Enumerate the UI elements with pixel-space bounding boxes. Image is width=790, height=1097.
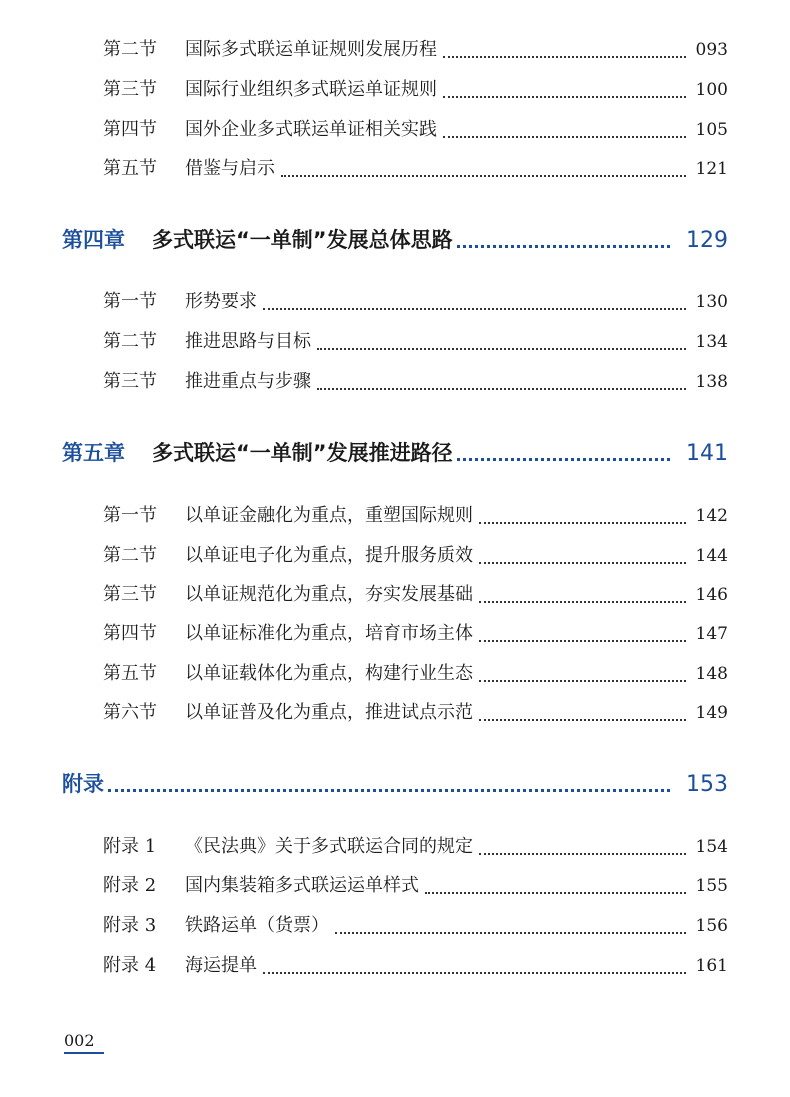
toc-entry-page-number: 148 bbox=[695, 664, 728, 684]
toc-dot-leader bbox=[335, 932, 686, 934]
toc-entry-title: 国际多式联运单证规则发展历程 bbox=[185, 39, 437, 60]
toc-section-entry[interactable] bbox=[103, 621, 728, 647]
toc-section-entry[interactable] bbox=[103, 156, 728, 182]
toc-entry-title: 借鉴与启示 bbox=[185, 158, 275, 179]
toc-entry-label: 第三节 bbox=[103, 584, 157, 605]
toc-entry-title: 海运提单 bbox=[185, 955, 257, 976]
toc-entry-page-number: 141 bbox=[686, 441, 728, 466]
toc-entry-page-number: 149 bbox=[695, 703, 728, 723]
toc-entry-page-number: 153 bbox=[686, 772, 728, 797]
toc-section-entry[interactable] bbox=[103, 289, 728, 315]
toc-chapter-entry[interactable] bbox=[62, 769, 728, 799]
toc-entry-label: 第五节 bbox=[103, 158, 157, 179]
toc-dot-leader bbox=[443, 136, 686, 138]
toc-entry-title: 以单证电子化为重点，提升服务质效 bbox=[185, 545, 473, 566]
toc-entry-title: 以单证标准化为重点，培育市场主体 bbox=[185, 623, 473, 644]
toc-dot-leader bbox=[425, 892, 686, 894]
toc-dot-leader bbox=[479, 853, 686, 855]
toc-entry-title: 多式联运“一单制”发展总体思路 bbox=[152, 228, 453, 252]
toc-dot-leader bbox=[457, 458, 670, 461]
toc-entry-page-number: 161 bbox=[695, 956, 728, 976]
toc-entry-page-number: 105 bbox=[695, 120, 728, 140]
toc-entry-label: 附录 4 bbox=[103, 955, 157, 976]
toc-entry-page-number: 142 bbox=[695, 506, 728, 526]
toc-dot-leader bbox=[443, 96, 686, 98]
toc-entry-page-number: 100 bbox=[695, 80, 728, 100]
toc-entry-label: 第六节 bbox=[103, 702, 157, 723]
toc-entry-page-number: 093 bbox=[695, 40, 728, 60]
toc-entry-page-number: 134 bbox=[695, 332, 728, 352]
toc-dot-leader bbox=[317, 348, 686, 350]
toc-dot-leader bbox=[263, 308, 686, 310]
toc-entry-label: 附录 bbox=[62, 772, 104, 796]
toc-chapter-entry[interactable] bbox=[62, 438, 728, 468]
toc-section-entry[interactable] bbox=[103, 661, 728, 687]
toc-entry-label: 附录 2 bbox=[103, 875, 157, 896]
toc-entry-title: 铁路运单（货票） bbox=[185, 915, 329, 936]
toc-entry-title: 推进重点与步骤 bbox=[185, 371, 311, 392]
toc-section-entry[interactable] bbox=[103, 117, 728, 143]
toc-section-entry[interactable] bbox=[103, 503, 728, 529]
toc-entry-label: 第二节 bbox=[103, 39, 157, 60]
toc-entry-page-number: 138 bbox=[695, 372, 728, 392]
toc-entry-label: 附录 3 bbox=[103, 915, 157, 936]
toc-appendix-entry[interactable] bbox=[103, 913, 728, 939]
toc-entry-page-number: 147 bbox=[695, 624, 728, 644]
toc-entry-title: 多式联运“一单制”发展推进路径 bbox=[152, 441, 453, 465]
toc-section-entry[interactable] bbox=[103, 582, 728, 608]
toc-section-entry[interactable] bbox=[103, 543, 728, 569]
toc-section-entry[interactable] bbox=[103, 77, 728, 103]
toc-entry-page-number: 146 bbox=[695, 585, 728, 605]
toc-dot-leader bbox=[317, 388, 686, 390]
toc-entry-page-number: 121 bbox=[695, 159, 728, 179]
toc-entry-page-number: 144 bbox=[695, 546, 728, 566]
toc-section-entry[interactable] bbox=[103, 700, 728, 726]
toc-entry-title: 以单证规范化为重点，夯实发展基础 bbox=[185, 584, 473, 605]
toc-entry-label: 第五章 bbox=[62, 441, 125, 465]
toc-appendix-entry[interactable] bbox=[103, 953, 728, 979]
toc-entry-title: 形势要求 bbox=[185, 291, 257, 312]
toc-entry-title: 以单证普及化为重点，推进试点示范 bbox=[185, 702, 473, 723]
toc-entry-label: 附录 1 bbox=[103, 836, 157, 857]
toc-entry-label: 第一节 bbox=[103, 505, 157, 526]
toc-dot-leader bbox=[479, 522, 686, 524]
toc-entry-page-number: 155 bbox=[695, 876, 728, 896]
page-number: 002 bbox=[64, 1031, 95, 1050]
toc-entry-label: 第三节 bbox=[103, 79, 157, 100]
toc-appendix-entry[interactable] bbox=[103, 873, 728, 899]
toc-section-entry[interactable] bbox=[103, 369, 728, 395]
toc-entry-label: 第一节 bbox=[103, 291, 157, 312]
toc-dot-leader bbox=[479, 562, 686, 564]
toc-entry-title: 推进思路与目标 bbox=[185, 331, 311, 352]
toc-entry-title: 国内集装箱多式联运运单样式 bbox=[185, 875, 419, 896]
toc-dot-leader bbox=[263, 972, 686, 974]
toc-entry-page-number: 129 bbox=[686, 228, 728, 253]
toc-dot-leader bbox=[281, 175, 686, 177]
page-number-underline bbox=[64, 1052, 104, 1054]
toc-dot-leader bbox=[479, 601, 686, 603]
toc-entry-page-number: 156 bbox=[695, 916, 728, 936]
toc-entry-page-number: 130 bbox=[695, 292, 728, 312]
toc-chapter-entry[interactable] bbox=[62, 225, 728, 255]
toc-entry-title: 《民法典》关于多式联运合同的规定 bbox=[185, 836, 473, 857]
toc-entry-label: 第四节 bbox=[103, 623, 157, 644]
toc-entry-label: 第二节 bbox=[103, 545, 157, 566]
toc-entry-title: 以单证金融化为重点，重塑国际规则 bbox=[185, 505, 473, 526]
toc-entry-label: 第四章 bbox=[62, 228, 125, 252]
toc-dot-leader bbox=[479, 719, 686, 721]
toc-dot-leader bbox=[108, 789, 670, 792]
toc-entry-title: 国际行业组织多式联运单证规则 bbox=[185, 79, 437, 100]
toc-entry-label: 第三节 bbox=[103, 371, 157, 392]
toc-dot-leader bbox=[457, 245, 670, 248]
toc-section-entry[interactable] bbox=[103, 37, 728, 63]
toc-section-entry[interactable] bbox=[103, 329, 728, 355]
toc-dot-leader bbox=[479, 640, 686, 642]
toc-dot-leader bbox=[479, 680, 686, 682]
toc-entry-label: 第五节 bbox=[103, 663, 157, 684]
toc-entry-title: 以单证载体化为重点，构建行业生态 bbox=[185, 663, 473, 684]
toc-appendix-entry[interactable] bbox=[103, 834, 728, 860]
toc-entry-page-number: 154 bbox=[695, 837, 728, 857]
toc-entry-label: 第四节 bbox=[103, 119, 157, 140]
toc-dot-leader bbox=[443, 56, 686, 58]
toc-entry-title: 国外企业多式联运单证相关实践 bbox=[185, 119, 437, 140]
toc-entry-label: 第二节 bbox=[103, 331, 157, 352]
